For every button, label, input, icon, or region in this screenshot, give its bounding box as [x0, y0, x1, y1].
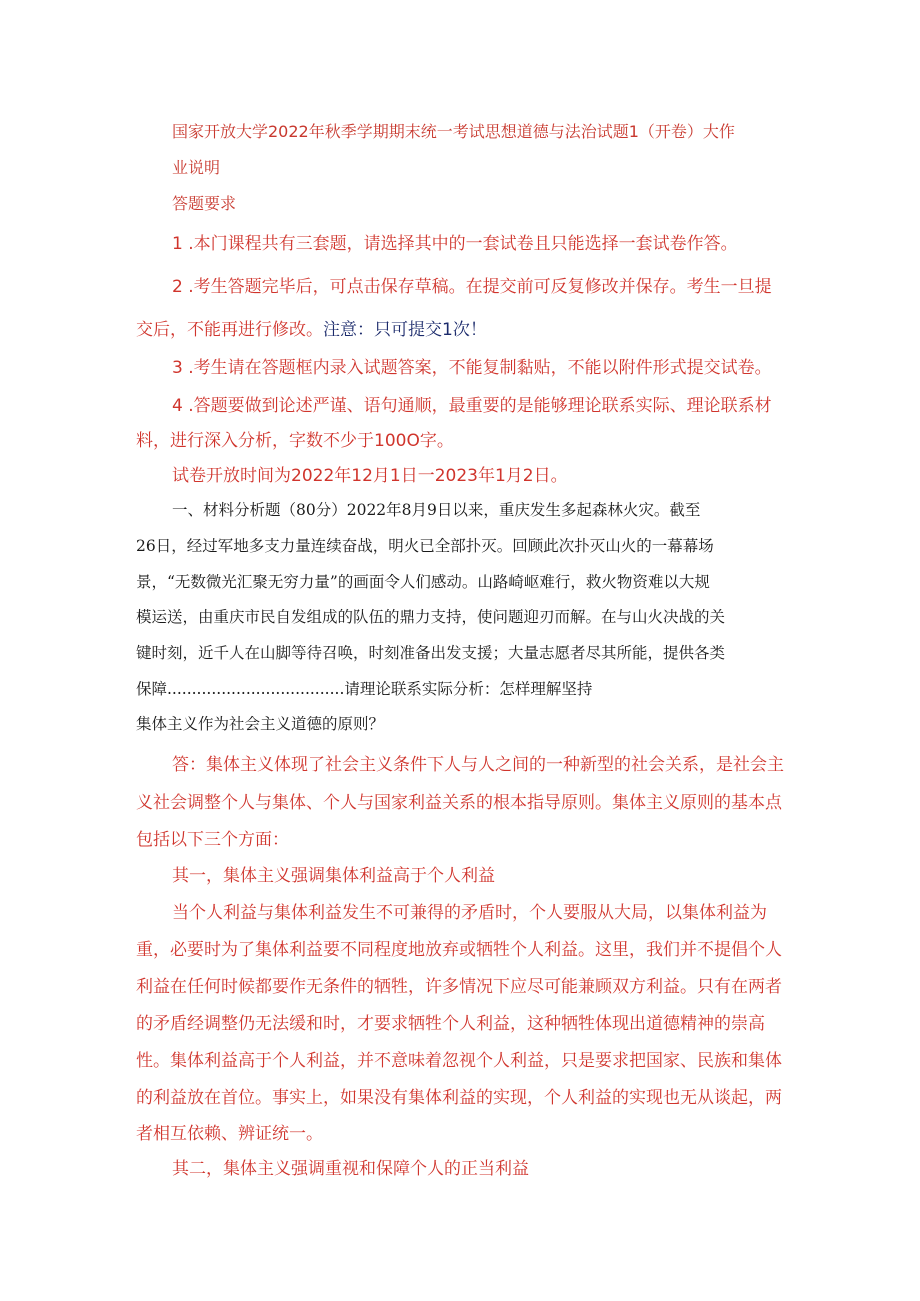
question-line4: 模运送，由重庆市民自发组成的队伍的鼎力支持，使问题迎刃而解。在与山火决战的关: [136, 608, 726, 626]
question-line5: 键时刻，近千人在山脚等待召唤，时刻准备出发支援；大量志愿者尽其所能，提供各类: [136, 644, 726, 662]
document-title-line2: 业说明: [172, 158, 221, 177]
answer-point1-heading: 其一，集体主义强调集体利益高于个人利益: [172, 866, 495, 886]
requirements-heading: 答题要求: [172, 194, 237, 213]
requirement-2-line1: 2 .考生答题完毕后，可点击保存草稿。在提交前可反复修改并保存。考生一旦提: [172, 277, 772, 297]
requirement-2-text: 交后，不能再进行修改。: [136, 320, 323, 340]
answer-line1: 答：集体主义体现了社会主义条件下人与人之间的一种新型的社会关系，是社会主: [172, 755, 784, 775]
answer-point1-line6: 的利益放在首位。事实上，如果没有集体利益的实现，个人利益的实现也无从谈起，两: [136, 1088, 782, 1108]
question-line3: 景，“无数微光汇聚无穷力量”的画面令人们感动。山路崎岖难行，救火物资难以大规: [136, 573, 710, 591]
answer-point1-line2: 重，必要时为了集体利益要不同程度地放弃或牺牲个人利益。这里，我们并不提倡个人: [136, 940, 782, 960]
question-line1: 一、材料分析题（80分）2022年8月9日以来，重庆发生多起森林火灾。截至: [172, 501, 701, 519]
requirement-4-line1: 4 .答题要做到论述严谨、语句通顺，最重要的是能够理论联系实际、理论联系材: [172, 396, 772, 416]
answer-point2-heading: 其二，集体主义强调重视和保障个人的正当利益: [172, 1159, 529, 1179]
requirement-4-line2: 料，进行深入分析，字数不少于100O字。: [136, 431, 454, 451]
question-line7: 集体主义作为社会主义道德的原则？: [136, 715, 385, 733]
answer-point1-line1: 当个人利益与集体利益发生不可兼得的矛盾时，个人要服从大局，以集体利益为: [172, 903, 767, 923]
answer-point1-line5: 性。集体利益高于个人利益，并不意味着忽视个人利益，只是要求把国家、民族和集体: [136, 1051, 782, 1071]
question-line2: 26日，经过军地多支力量连续奋战，明火已全部扑灭。回顾此次扑灭山火的一幕幕场: [136, 537, 714, 555]
requirement-3: 3 .考生请在答题框内录入试题答案，不能复制黏贴，不能以附件形式提交试卷。: [172, 358, 772, 378]
requirement-1: 1 .本门课程共有三套题，请选择其中的一套试卷且只能选择一套试卷作答。: [172, 234, 738, 254]
answer-point1-line3: 利益在任何时候都要作无条件的牺牲，许多情况下应尽可能兼顾双方利益。只有在两者: [136, 977, 782, 997]
answer-line3: 包括以下三个方面：: [136, 830, 289, 850]
requirement-2-notice: 注意：只可提交1次！: [323, 320, 487, 340]
open-time: 试卷开放时间为2022年12月1日一2023年1月2日。: [172, 466, 568, 486]
requirement-2-line2: [136, 315, 487, 340]
answer-point1-line7: 者相互依赖、辨证统一。: [136, 1124, 323, 1144]
question-line6: 保障....................................请理论联系实际分析：怎样理解坚持: [136, 680, 593, 698]
answer-point1-line4: 的矛盾经调整仍无法缓和时，才要求牺牲个人利益，这种牺牲体现出道德精神的崇高: [136, 1014, 765, 1034]
document-title-line1: 国家开放大学2022年秋季学期期末统一考试思想道德与法治试题1（开卷）大作: [172, 122, 735, 141]
answer-line2: 义社会调整个人与集体、个人与国家利益关系的根本指导原则。集体主义原则的基本点: [136, 793, 782, 813]
